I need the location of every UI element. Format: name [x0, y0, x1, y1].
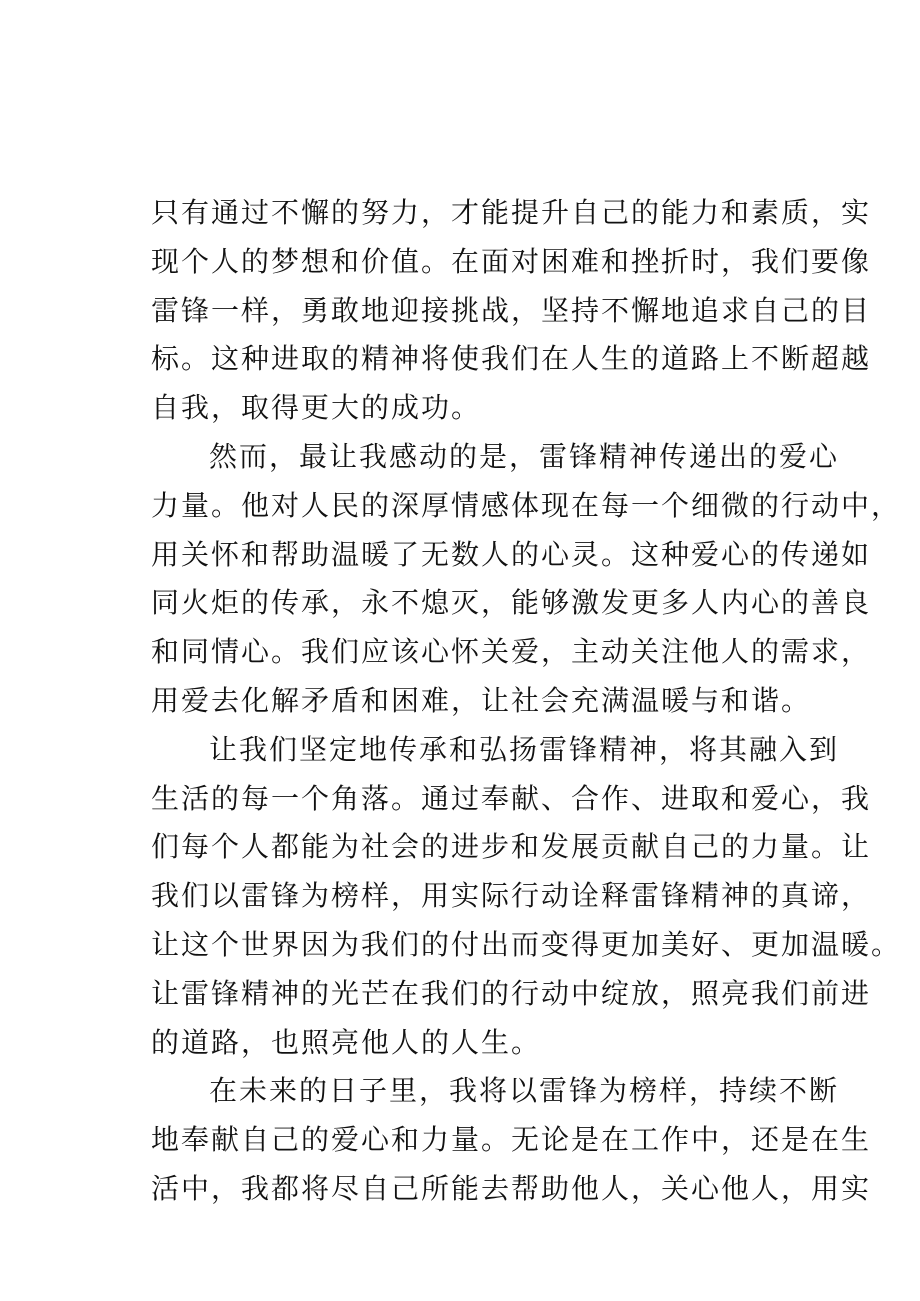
paragraph-line: 同火炬的传承，永不熄灭，能够激发更多人内心的善良	[151, 586, 872, 620]
paragraph-line: 和同情心。我们应该心怀关爱，主动关注他人的需求，	[151, 635, 872, 669]
paragraph-line: 让这个世界因为我们的付出而变得更加美好、更加温暖。	[151, 927, 902, 961]
paragraph-line: 让我们坚定地传承和弘扬雷锋精神，将其融入到	[209, 732, 840, 766]
paragraph-line: 地奉献自己的爱心和力量。无论是在工作中，还是在生	[151, 1123, 872, 1157]
paragraph-1	[151, 189, 872, 433]
paragraph-2	[151, 433, 902, 726]
paragraph-line: 用爱去化解矛盾和困难，让社会充满温暖与和谐。	[151, 683, 812, 717]
paragraph-line: 用关怀和帮助温暖了无数人的心灵。这种爱心的传递如	[151, 537, 872, 571]
document-body	[151, 189, 902, 1214]
paragraph-line: 只有通过不懈的努力，才能提升自己的能力和素质，实	[151, 196, 872, 229]
paragraph-line: 生活的每一个角落。通过奉献、合作、进取和爱心，我	[151, 781, 872, 815]
paragraph-line: 的道路，也照亮他人的人生。	[151, 1025, 542, 1059]
paragraph-line: 让雷锋精神的光芒在我们的行动中绽放，照亮我们前进	[151, 976, 872, 1010]
paragraph-line: 们每个人都能为社会的进步和发展贡献自己的力量。让	[151, 830, 872, 864]
paragraph-line: 然而，最让我感动的是，雷锋精神传递出的爱心	[209, 439, 840, 473]
paragraph-4	[151, 1067, 872, 1213]
paragraph-line: 活中，我都将尽自己所能去帮助他人，关心他人，用实	[151, 1171, 872, 1205]
paragraph-line: 在未来的日子里，我将以雷锋为榜样，持续不断	[209, 1074, 840, 1108]
paragraph-3	[151, 726, 902, 1068]
paragraph-line: 力量。他对人民的深厚情感体现在每一个细微的行动中，	[151, 488, 902, 522]
paragraph-line: 雷锋一样，勇敢地迎接挑战，坚持不懈地追求自己的目	[151, 293, 872, 327]
paragraph-line: 自我，取得更大的成功。	[151, 391, 482, 425]
paragraph-line: 标。这种进取的精神将使我们在人生的道路上不断超越	[151, 342, 872, 376]
paragraph-line: 现个人的梦想和价值。在面对困难和挫折时，我们要像	[151, 244, 872, 278]
paragraph-line: 我们以雷锋为榜样，用实际行动诠释雷锋精神的真谛，	[151, 879, 872, 913]
